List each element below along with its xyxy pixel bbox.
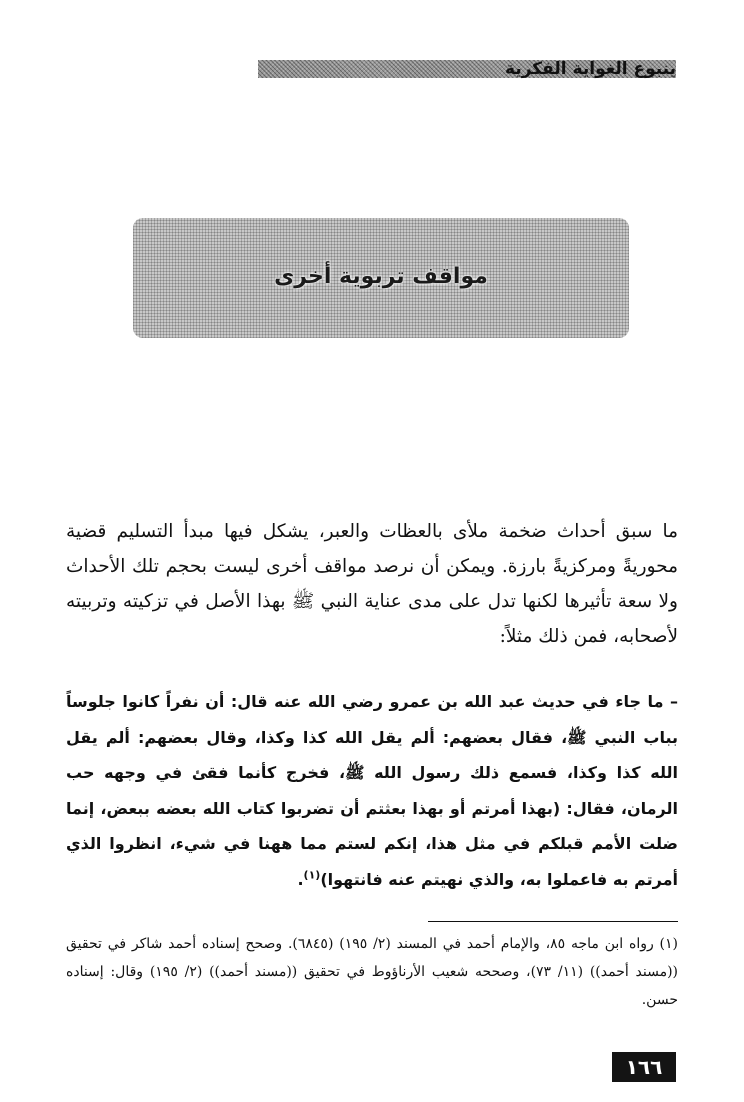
footnote-reference: (١): [303, 868, 321, 882]
hadith-quote: [66, 684, 678, 897]
page-number: ١٦٦: [612, 1052, 676, 1082]
hadith-quote-end: .: [297, 869, 304, 889]
footnote-divider: [428, 921, 678, 922]
section-title: مواقف تربوية أخرى: [274, 263, 488, 289]
running-title: ينبوع الغواية الفكرية: [505, 59, 676, 79]
body-paragraph: ما سبق أحداث ضخمة ملأى بالعظات والعبر، يشكل فيها مبدأ التسليم قضية محوريةً ومركزيةً بارزة. ويمكن أن نرصد مواقف أخرى ليست بحجم تلك الأحداث ولا سعة تأثيرها لكنها تدل على مدى عناية النبي ﷺ بهذا الأصل في تزكيته وتربيته لأصحابه، فمن ذلك مثلاً:: [66, 521, 678, 647]
footnote: (١) رواه ابن ماجه ٨٥، والإمام أحمد في المسند (٢/ ١٩٥) (٦٨٤٥). وصحح إسناده أحمد شاكر في تحقيق ((مسند أحمد)) (١١/ ٧٣)، وصححه شعيب الأرناؤوط في تحقيق ((مسند أحمد)) (٢/ ١٩٥) وقال: إسناده حسن.: [66, 936, 679, 1008]
section-title-box: [133, 218, 629, 338]
hadith-quote-text: – ما جاء في حديث عبد الله بن عمرو رضي الله عنه قال: أن نفراً كانوا جلوساً بباب النبي ﷺ، فقال بعضهم: ألم يقل الله كذا وكذا، وقال بعضهم: ألم يقل الله كذا وكذا، فسمع ذلك رسول الله ﷺ، فخرج كأنما فقئ في وجهه حب الرمان، فقال: (بهذا أمرتم أو بهذا بعثتم أن تضربوا كتاب الله بعضه ببعض، إنما ضلت الأمم قبلكم في مثل هذا، إنكم لستم مما ههنا في شيء، انظروا الذي أمرتم به فاعملوا به، والذي نهيتم عنه فانتهوا): [66, 692, 678, 889]
